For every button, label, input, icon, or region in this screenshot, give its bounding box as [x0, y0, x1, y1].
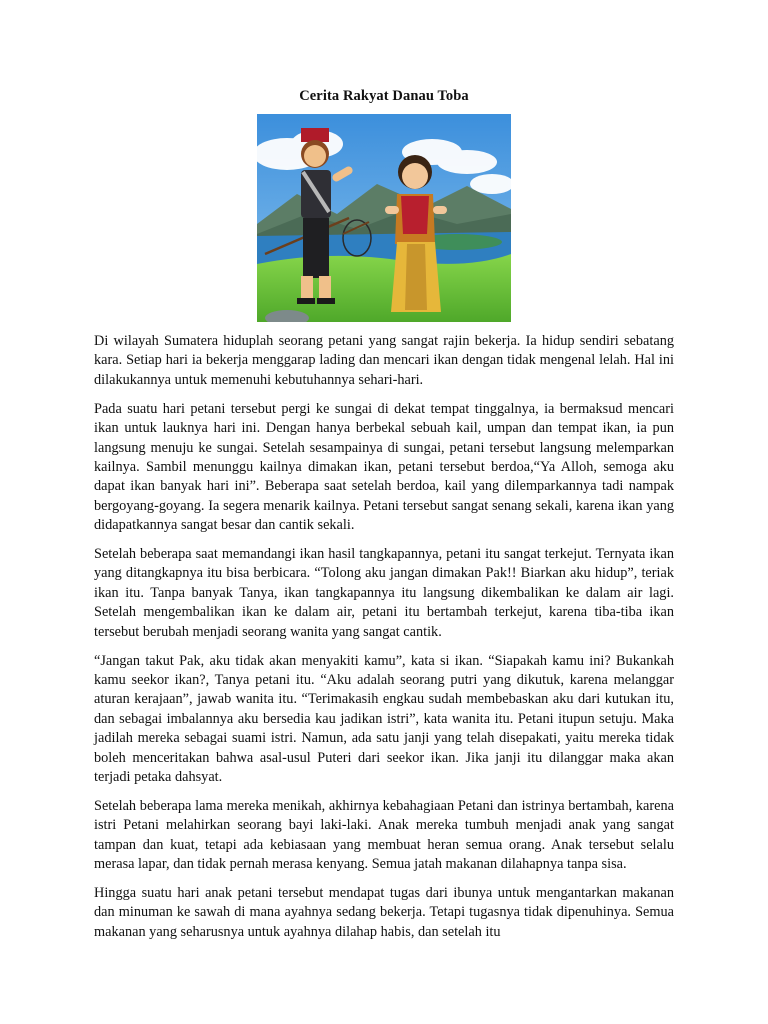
paragraph: “Jangan takut Pak, aku tidak akan menyakiti kamu”, kata si ikan. “Siapakah kamu ini? Bukankah kamu seekor ikan?, Tanya petani itu. “Aku adalah seorang putri yang dikutuk, karena melanggar aturan kerajaan”, jawab wanita itu. “Terimakasih engkau sudah membebaskan aku dari kutukan itu, dan sebagai imbalannya aku bersedia kau jadikan istri”, kata wanita itu. Petani itupun setuju. Maka jadilah mereka sebagai suami istri. Namun, ada satu janji yang telah disepakati, yaitu mereka tidak boleh menceritakan bahwa asal-usul Puteri dari seekor ikan. Jika janji itu dilanggar maka akan terjadi petaka dahsyat. [94, 652, 674, 786]
story-body [94, 332, 674, 952]
paragraph: Setelah beberapa saat memandangi ikan hasil tangkapannya, petani itu sangat terkejut. Ternyata ikan yang ditangkapnya itu bisa berbicara. “Tolong aku jangan dimakan Pak!! Biarkan aku hidup”, teriak ikan itu. Tanpa banyak Tanya, ikan tangkapannya itu langsung dikembalikan ke dalam air lagi. Setelah mengembalikan ikan ke dalam air, petani itu bertambah terkejut, karena tiba-tiba ikan tersebut berubah menjadi seorang wanita yang sangat cantik. [94, 546, 674, 640]
farmer-and-princess-image [257, 114, 511, 322]
paragraph: Hingga suatu hari anak petani tersebut mendapat tugas dari ibunya untuk mengantarkan makanan dan minuman ke sawah di mana ayahnya sedang bekerja. Tetapi tugasnya tidak dipenuhinya. Semua makanan yang seharusnya untuk ayahnya dilahap habis, dan setelah itu [94, 885, 674, 940]
story-illustration [257, 114, 511, 322]
paragraph: Pada suatu hari petani tersebut pergi ke sungai di dekat tempat tinggalnya, ia bermaksud mencari ikan untuk lauknya hari ini. Dengan hanya berbekal sebuah kail, umpan dan tempat ikan, ia pun langsung menuju ke sungai. Setelah sesampainya di sungai, petani tersebut langsung melemparkan kailnya. Sambil menunggu kailnya dimakan ikan, petani tersebut berdoa,“Ya Alloh, semoga aku dapat ikan banyak hari ini”. Beberapa saat setelah berdoa, kail yang dilemparkannya tadi nampak bergoyang-goyang. Ia segera menarik kailnya. Petani tersebut sangat senang sekali, karena ikan yang didapatkannya sangat besar dan cantik sekali. [94, 400, 674, 534]
page-title: Cerita Rakyat Danau Toba [299, 88, 469, 104]
paragraph: Di wilayah Sumatera hiduplah seorang petani yang sangat rajin bekerja. Ia hidup sendiri sebatang kara. Setiap hari ia bekerja menggarap lading dan mencari ikan dengan tidak mengenal lelah. Hal ini dilakukannya untuk memenuhi kebutuhannya sehari-hari. [94, 333, 674, 388]
paragraph: Setelah beberapa lama mereka menikah, akhirnya kebahagiaan Petani dan istrinya bertambah, karena istri Petani melahirkan seorang bayi laki-laki. Anak mereka tumbuh menjadi anak yang sangat tampan dan kuat, tetapi ada kebiasaan yang membuat heran semua orang. Anak tersebut selalu merasa lapar, dan tidak pernah merasa kenyang. Semua jatah makanan dilahapnya tanpa sisa. [94, 797, 674, 873]
